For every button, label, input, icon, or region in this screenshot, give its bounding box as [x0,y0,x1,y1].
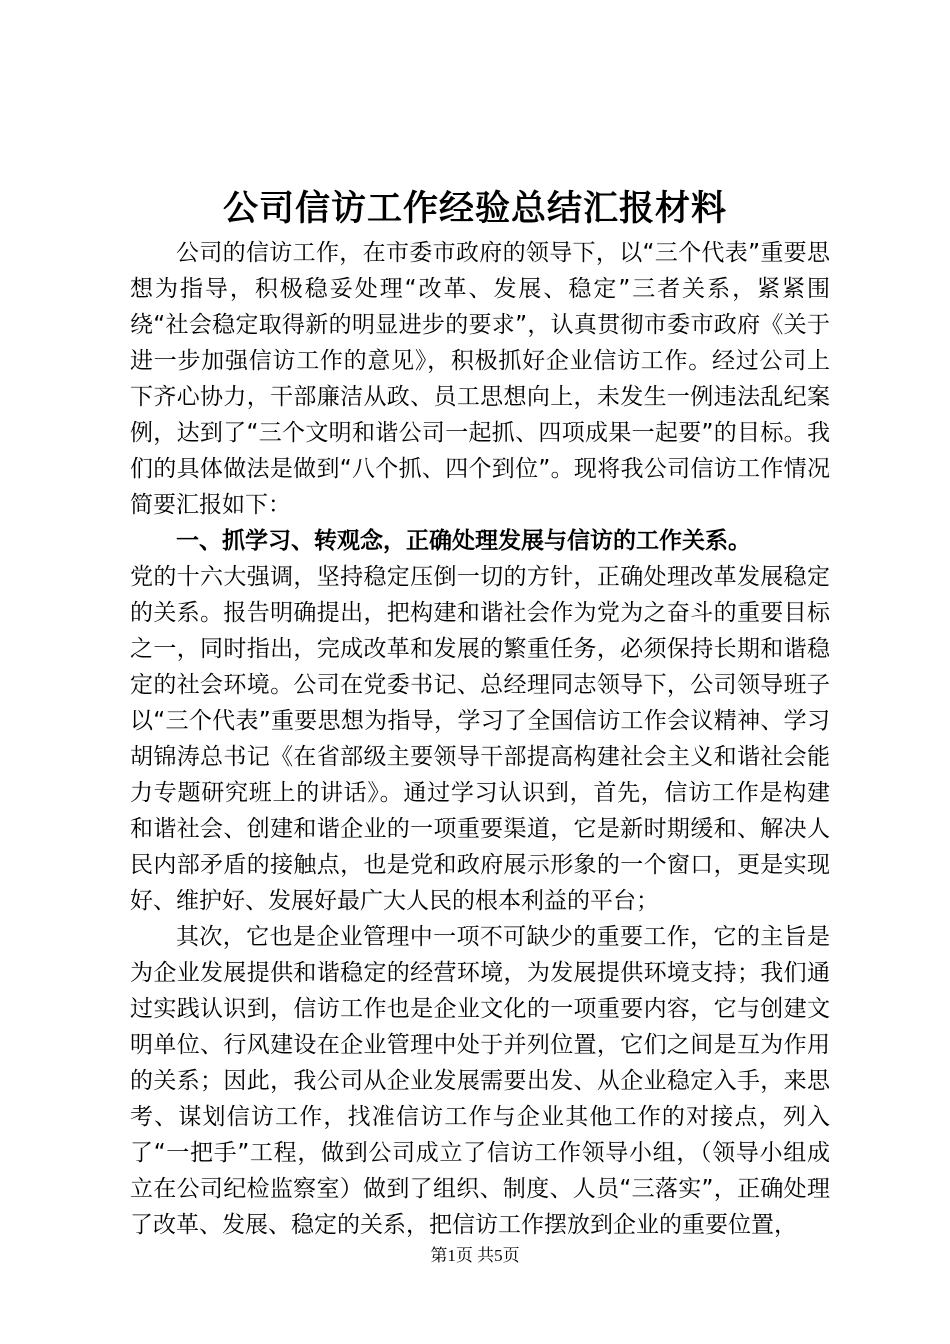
document-body [130,235,830,1243]
body-paragraph: 党的十六大强调，坚持稳定压倒一切的方针，正确处理改革发展稳定的关系。报告明确提出，把构建和谐社会作为党为之奋斗的重要目标之一，同时指出，完成改革和发展的繁重任务，必须保持长期和谐稳定的社会环境。公司在党委书记、总经理同志领导下，公司领导班子以“三个代表”重要思想为指导，学习了全国信访工作会议精神、学习胡锦涛总书记《在省部级主要领导干部提高构建社会主义和谐社会能力专题研究班上的讲话》。通过学习认识到，首先，信访工作是构建和谐社会、创建和谐企业的一项重要渠道，它是新时期缓和、解决人民内部矛盾的接触点，也是党和政府展示形象的一个窗口，更是实现好、维护好、发展好最广大人民的根本利益的平台； [130,564,830,914]
page-footer: 第1页 共5页 [430,1246,520,1265]
document-title: 公司信访工作经验总结汇报材料 [222,188,727,229]
section-heading: 一、抓学习、转观念，正确处理发展与信访的工作关系。 [176,528,751,554]
body-paragraph: 其次，它也是企业管理中一项不可缺少的重要工作，它的主旨是为企业发展提供和谐稳定的经营环境，为发展提供环境支持；我们通过实践认识到，信访工作也是企业文化的一项重要内容，它与创建文明单位、行风建设在企业管理中处于并列位置，它们之间是互为作用的关系；因此，我公司从企业发展需要出发、从企业稳定入手，来思考、谋划信访工作，找准信访工作与企业其他工作的对接点，列入了“一把手”工程，做到公司成立了信访工作领导小组，（领导小组成立在公司纪检监察室）做到了组织、制度、人员“三落实”，正确处理了改革、发展、稳定的关系，把信访工作摆放到企业的重要位置， [130,924,830,1238]
intro-paragraph: 公司的信访工作，在市委市政府的领导下，以“三个代表”重要思想为指导，积极稳妥处理“改革、发展、稳定”三者关系，紧紧围绕“社会稳定取得新的明显进步的要求”，认真贯彻市委市政府《关于进一步加强信访工作的意见》，积极抓好企业信访工作。经过公司上下齐心协力，干部廉洁从政、员工思想向上，未发生一例违法乱纪案例，达到了“三个文明和谐公司一起抓、四项成果一起要”的目标。我们的具体做法是做到“八个抓、四个到位”。现将我公司信访工作情况简要汇报如下： [130,240,830,518]
